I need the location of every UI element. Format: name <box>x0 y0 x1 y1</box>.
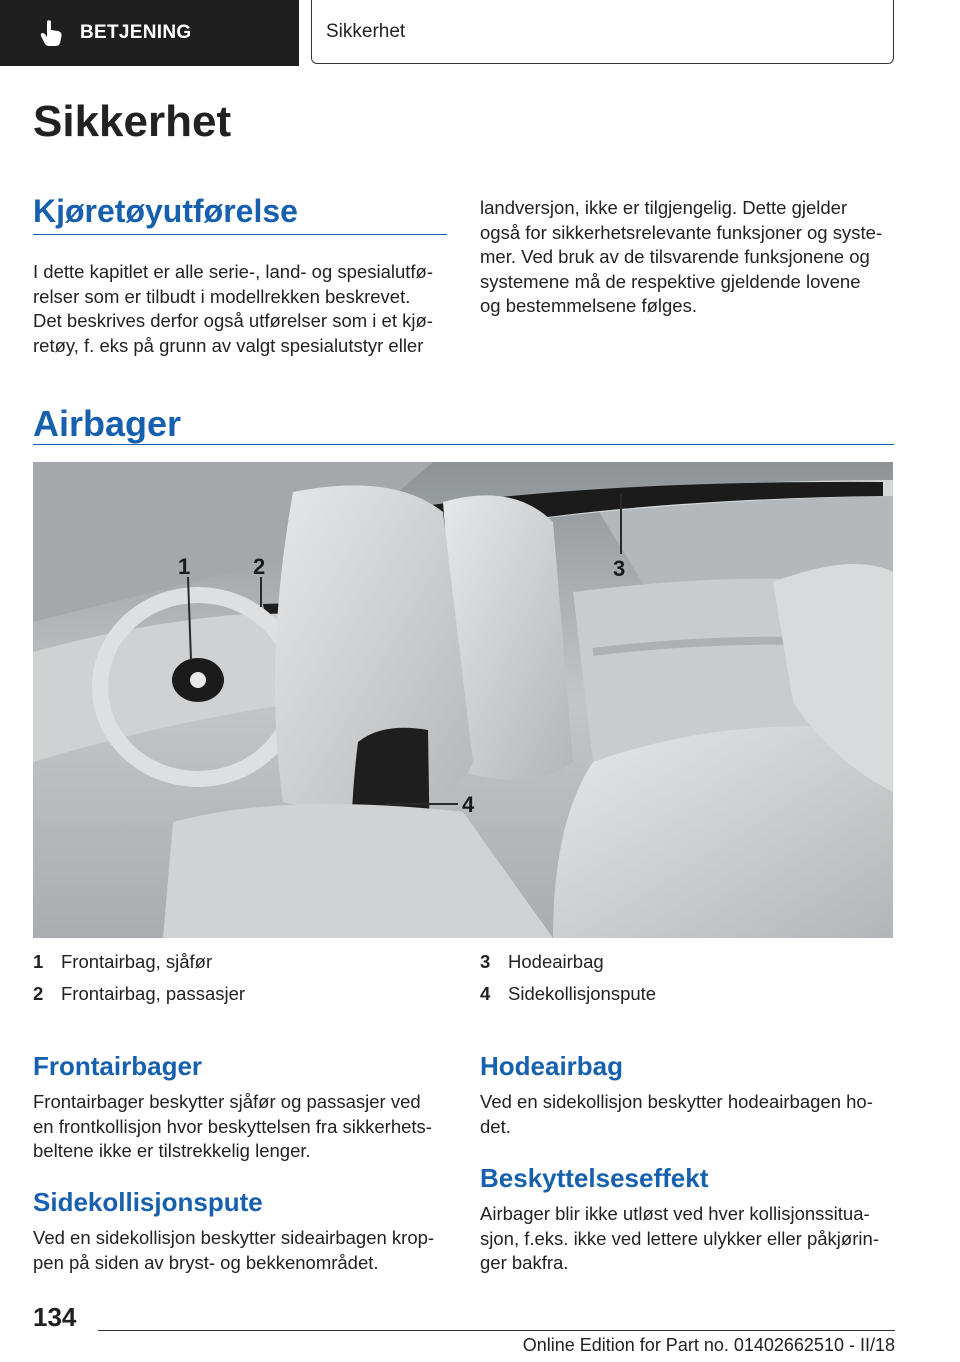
car-interior-illustration <box>33 462 893 938</box>
text-line: også for sikkerhetsrelevante funksjoner og syste- <box>480 221 883 243</box>
page-number: 134 <box>33 1302 77 1332</box>
callout-2: 2 <box>253 554 266 579</box>
text-line: og bestemmelsene følges. <box>480 295 697 316</box>
text-line: ger bakfra. <box>480 1252 569 1273</box>
caption-item <box>480 983 656 1005</box>
text-line: Frontairbager beskytter sjåfør og passasjer ved <box>33 1091 421 1112</box>
airbags-heading: Airbager <box>33 403 182 444</box>
footer-edition-text: Online Edition for Part no. 01402662510 - II/18 <box>522 1335 895 1355</box>
caption-item <box>33 951 212 973</box>
protection-text <box>480 1202 879 1276</box>
text-line: relser som er tilbudt i modellrekken beskrevet. <box>33 285 411 307</box>
airbags-rule <box>33 444 894 445</box>
text-line: en frontkollisjon hvor beskyttelsen fra sikkerhets- <box>33 1115 432 1137</box>
callout-1: 1 <box>178 554 191 579</box>
protection-heading: Beskyttelseseffekt <box>480 1163 709 1193</box>
caption-text: Sidekollisjonspute <box>508 983 657 1004</box>
text-line: Ved en sidekollisjon beskytter hodeairbagen ho- <box>480 1091 873 1112</box>
front-airbags-text <box>33 1090 432 1164</box>
callout-4: 4 <box>462 792 475 817</box>
header-section-label: BETJENING <box>80 22 192 43</box>
caption-number: 2 <box>33 983 44 1004</box>
side-cushion-text <box>33 1226 434 1275</box>
airbag-interior-figure <box>33 462 893 938</box>
text-line: landversjon, ikke er tilgjengelig. Dette gjelder <box>480 197 848 218</box>
side-cushion-heading: Sidekollisjonspute <box>33 1187 263 1217</box>
pointing-hand-icon <box>36 18 66 48</box>
text-line: sjon, f.eks. ikke ved lettere ulykker eller påkjørin- <box>480 1227 879 1249</box>
caption-item <box>480 951 604 973</box>
text-line: Airbager blir ikke utløst ved hver kollisjonssitua- <box>480 1203 870 1224</box>
page-title: Sikkerhet <box>33 97 232 146</box>
footer-rule <box>98 1330 895 1331</box>
vehicle-version-text-col2 <box>480 196 882 319</box>
callout-3: 3 <box>613 556 626 581</box>
vehicle-version-text-col1 <box>33 260 433 358</box>
text-line: Det beskrives derfor også utførelser som i et kjø- <box>33 310 433 331</box>
caption-text: Hodeairbag <box>508 951 604 972</box>
header-chapter-box <box>311 0 894 64</box>
header-section-tab <box>0 0 299 66</box>
header-chapter-label: Sikkerhet <box>326 20 406 42</box>
head-airbag-heading: Hodeairbag <box>480 1051 624 1081</box>
front-airbags-heading: Frontairbager <box>33 1051 203 1081</box>
caption-item <box>33 983 245 1005</box>
text-line: mer. Ved bruk av de tilsvarende funksjonene og <box>480 246 870 267</box>
caption-number: 4 <box>480 983 491 1004</box>
text-line: systemene må de respektive gjeldende lovene <box>480 270 861 292</box>
text-line: pen på siden av bryst- og bekkenområdet. <box>33 1251 379 1273</box>
caption-text: Frontairbag, sjåfør <box>61 951 213 972</box>
text-line: I dette kapitlet er alle serie-, land- og spesialutfø- <box>33 261 433 282</box>
text-line: det. <box>480 1115 511 1137</box>
text-line: Ved en sidekollisjon beskytter sideairbagen krop- <box>33 1227 435 1248</box>
caption-text: Frontairbag, passasjer <box>61 983 246 1004</box>
caption-number: 1 <box>33 951 44 972</box>
caption-number: 3 <box>480 951 491 972</box>
vehicle-version-rule <box>33 234 447 235</box>
vehicle-version-heading: Kjøretøyutførelse <box>33 193 298 229</box>
head-airbag-text <box>480 1090 873 1139</box>
text-line: beltene ikke er tilstrekkelig lenger. <box>33 1140 311 1161</box>
text-line: retøy, f. eks på grunn av valgt spesialutstyr eller <box>33 334 424 356</box>
